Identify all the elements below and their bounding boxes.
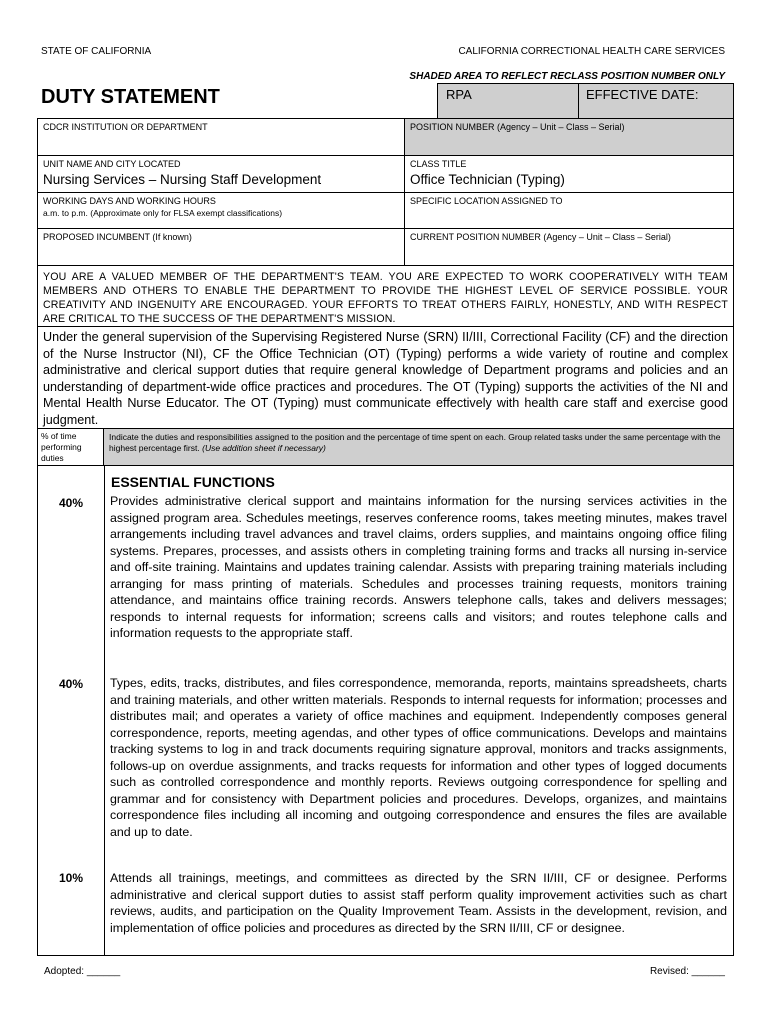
incumbent-cell[interactable]	[38, 229, 405, 266]
unit-label: UNIT NAME AND CITY LOCATED	[43, 159, 181, 169]
class-title-label: CLASS TITLE	[410, 159, 467, 169]
duty-3-text: Attends all trainings, meetings, and committees as directed by the SRN II/III, CF or designee. Performs administrative and clerical support duties to assist staff perform quality improvement activities such as chart reviews, audits, and participation on the Quality Improvement Team. Assists in the development, revision, and implementation of office policies and procedures as directed by the SRN II/III, CF or designee.	[110, 871, 727, 935]
duties-instructions	[109, 432, 727, 454]
rpa-label: RPA	[446, 87, 472, 102]
effective-date-label: EFFECTIVE DATE:	[586, 87, 699, 102]
class-title-cell[interactable]	[405, 156, 734, 193]
duty-1-text: Provides administrative clerical support and maintains information for the nursing services activities in the assigned program area. Schedules meetings, reserves conference rooms, takes meeting minutes, makes travel arrangements including travel advances and travel claims, orders supplies, and maintains ongoing office filing systems. Prepares, processes, and assists others in completing training forms and tracks all nursing in-service and off-site training. Maintains and updates training calendar. Assists with preparing training materials including arranging for mass printing of materials. Schedules and processes training requests, monitors training attendance, and maintains office training records. Answers telephone calls, takes and delivers messages; responds to internal requests for information; screens calls and visitors; and routes telephone calls and information requests to the appropriate staff.	[110, 494, 727, 640]
general-statement: Under the general supervision of the Supervising Registered Nurse (SRN) II/III, Correctional Facility (CF) and the direction of the Nurse Instructor (NI), CF the Office Technician (OT) (Typing) performs a wide variety of routine and complex administrative and clerical support duties that require general knowledge of Department programs and policies and an understanding of department-wide office practices and procedures. The OT (Typing) supports the activities of the NI and Mental Health Nurse Educator. The OT (Typing) must communicate effectively with health care staff and exercise good judgment.	[37, 327, 734, 429]
pct-column-divider	[104, 466, 105, 955]
state-header: STATE OF CALIFORNIA	[41, 46, 152, 57]
valued-member-statement: YOU ARE A VALUED MEMBER OF THE DEPARTMENT'S TEAM. YOU ARE EXPECTED TO WORK COOPERATIVELY WITH TEAM MEMBERS AND OTHERS TO ENABLE THE DEPARTMENT TO PROVIDE THE HIGHEST LEVEL OF SERVICE POSSIBLE. YOUR CREATIVITY AND INGENUITY ARE ENCOURAGED. YOUR EFFORTS TO TREAT OTHERS FAIRLY, HONESTLY, AND WITH RESPECT ARE CRITICAL TO THE SUCCESS OF THE DEPARTMENT'S MISSION.	[37, 265, 734, 327]
duties-instructions-text: Indicate the duties and responsibilities assigned to the position and the percentage of time spent on each. Group related tasks under the same percentage with the highest percentage first.	[109, 432, 721, 453]
duty-3-pct: 10%	[58, 871, 84, 885]
unit-value: Nursing Services – Nursing Staff Development	[43, 172, 322, 187]
duties-body	[37, 466, 734, 956]
essential-functions-title: ESSENTIAL FUNCTIONS	[111, 474, 275, 490]
class-title-value: Office Technician (Typing)	[410, 172, 565, 187]
institution-cell[interactable]	[38, 119, 405, 156]
pct-time-label: % of time performing duties	[38, 429, 104, 465]
current-position-label: CURRENT POSITION NUMBER (Agency – Unit – Class – Serial)	[410, 232, 671, 242]
working-days-cell[interactable]	[38, 193, 405, 229]
page-title: DUTY STATEMENT	[41, 86, 220, 108]
institution-label: CDCR INSTITUTION OR DEPARTMENT	[43, 122, 208, 132]
shaded-area-note: SHADED AREA TO REFLECT RECLASS POSITION NUMBER ONLY	[409, 71, 725, 82]
incumbent-label: PROPOSED INCUMBENT (If known)	[43, 232, 192, 242]
position-info-table	[37, 118, 734, 266]
duty-2-text: Types, edits, tracks, distributes, and files correspondence, memoranda, reports, maintains spreadsheets, charts and training materials, and other written materials. Responds to internal requests for information; processes and distributes mail; and operates a variety of office machines and equipment. Independently composes general correspondence, reports, meeting agendas, and other types of office communications. Develops and maintains tracking systems to log in and track documents requiring signature approval, monitors and tracks assignments, follows-up on overdue assignments, and tracks requests for information and other types of logged documents such as controlled correspondence and monthly reports. Reviews outgoing correspondence for spelling and grammar and for consistency with Department policies and procedures. Develops, organizes, and maintains correspondence files including all incoming and outgoing correspondence and ensures the files are available and up to date.	[110, 676, 727, 839]
duty-2-pct: 40%	[58, 677, 84, 691]
position-number-cell[interactable]	[405, 119, 734, 156]
specific-location-cell[interactable]	[405, 193, 734, 229]
current-position-cell[interactable]	[405, 229, 734, 266]
specific-location-label: SPECIFIC LOCATION ASSIGNED TO	[410, 196, 563, 206]
duty-1-pct: 40%	[58, 496, 84, 510]
working-days-sub: a.m. to p.m. (Approximate only for FLSA exempt classifications)	[43, 208, 283, 218]
position-number-label: POSITION NUMBER (Agency – Unit – Class – Serial)	[410, 122, 625, 132]
rpa-effective-box	[437, 83, 734, 119]
duties-instructions-italic: (Use addition sheet if necessary)	[202, 443, 326, 453]
rpa-divider	[578, 84, 579, 118]
adopted-label: Adopted: ______	[44, 966, 121, 977]
duties-header	[37, 429, 734, 466]
working-days-label: WORKING DAYS AND WORKING HOURS	[43, 196, 216, 206]
agency-header: CALIFORNIA CORRECTIONAL HEALTH CARE SERVICES	[458, 46, 725, 57]
revised-label: Revised: ______	[649, 966, 725, 977]
unit-cell[interactable]	[38, 156, 405, 193]
